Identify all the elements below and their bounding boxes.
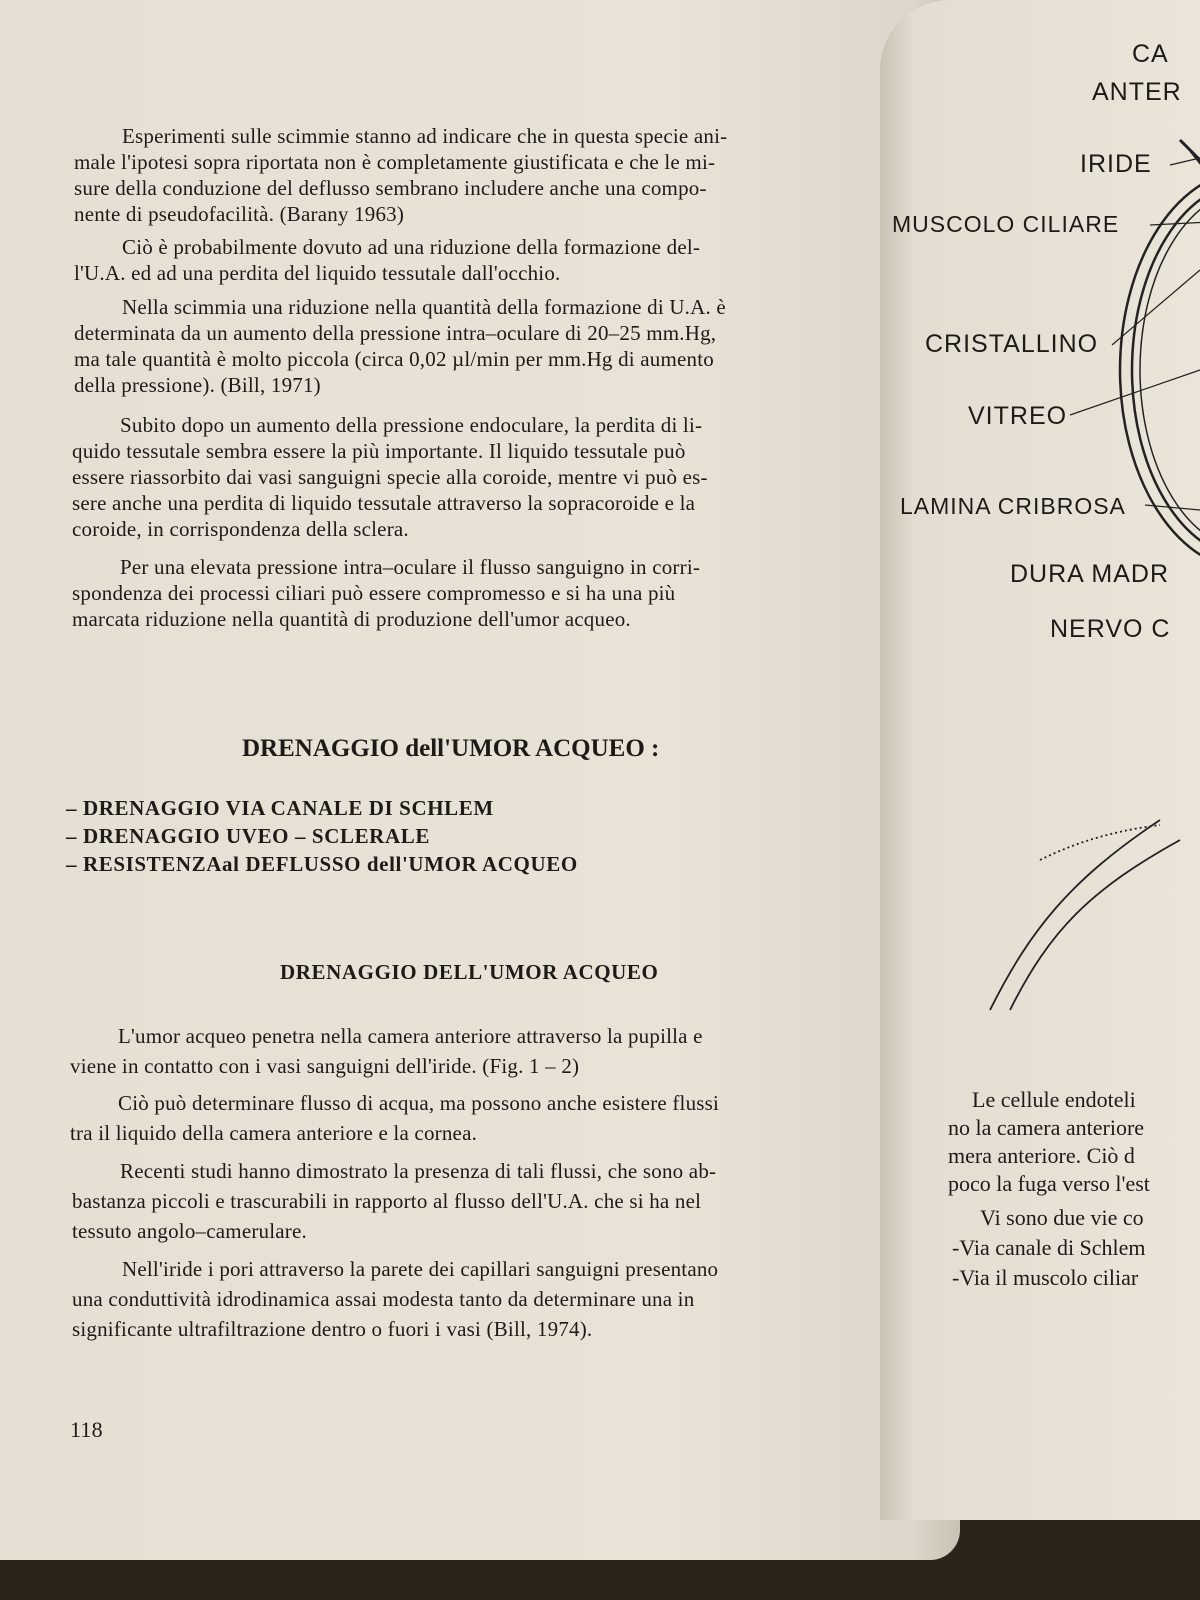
text-line: male l'ipotesi sopra riportata non è completamente giustificata e che le mi- [74,150,716,174]
label-nervo-ottico: NERVO C [1050,615,1171,643]
text-line: -Via il muscolo ciliar [952,1265,1139,1290]
section-title: DRENAGGIO dell'UMOR ACQUEO : [242,735,660,762]
label-dura-madre: DURA MADR [1010,560,1170,588]
text-line: tessuto angolo–camerulare. [72,1219,307,1243]
label-anteriore: ANTER [1092,78,1182,106]
text-line: Ciò può determinare flusso di acqua, ma possono anche esistere flussi [118,1091,720,1115]
right-page [880,0,1200,1520]
text-line: Nella scimmia una riduzione nella quantità della formazione di U.A. è [122,295,726,319]
text-line: coroide, in corrispondenza della sclera. [72,517,409,541]
text-line: Nell'iride i pori attraverso la parete dei capillari sanguigni presentano [122,1257,719,1281]
page-number: 118 [70,1417,103,1442]
text-line: poco la fuga verso l'est [948,1171,1150,1196]
text-line: essere riassorbito dai vasi sanguigni specie alla coroide, mentre vi può es- [72,465,708,489]
text-line: sere anche una perdita di liquido tessutale attraverso la sopracoroide e la [72,491,696,515]
list-item: – RESISTENZAal DEFLUSSO dell'UMOR ACQUEO [66,852,578,876]
text-line: una conduttività idrodinamica assai modesta tanto da determinare una in [72,1287,695,1311]
label-vitreo: VITREO [968,402,1068,430]
list-item: – DRENAGGIO VIA CANALE DI SCHLEM [66,796,494,820]
text-line: viene in contatto con i vasi sanguigni dell'iride. (Fig. 1 – 2) [70,1054,580,1078]
subsection-title: DRENAGGIO DELL'UMOR ACQUEO [280,960,659,984]
text-line: spondenza dei processi ciliari può essere compromesso e si ha una più [72,581,676,605]
text-line: significante ultrafiltrazione dentro o fuori i vasi (Bill, 1974). [72,1317,593,1341]
text-line: bastanza piccoli e trascurabili in rapporto al flusso dell'U.A. che si ha nel [72,1189,702,1213]
text-line: Subito dopo un aumento della pressione endoculare, la perdita di li- [120,413,703,437]
eye-diagram [880,0,1200,1100]
text-line: tra il liquido della camera anteriore e la cornea. [70,1121,478,1145]
list-item: – DRENAGGIO UVEO – SCLERALE [66,824,430,848]
text-line: Recenti studi hanno dimostrato la presenza di tali flussi, che sono ab- [120,1159,717,1183]
text-line: Le cellule endoteli [972,1087,1136,1112]
text-line: l'U.A. ed ad una perdita del liquido tessutale dall'occhio. [74,261,561,285]
label-lamina-cribrosa: LAMINA CRIBROSA [900,493,1126,519]
text-line: Esperimenti sulle scimmie stanno ad indicare che in questa specie ani- [122,124,728,148]
text-line: -Via canale di Schlem [952,1235,1146,1260]
text-line: della pressione). (Bill, 1971) [74,373,321,397]
text-line: ma tale quantità è molto piccola (circa 0,02 µl/min per mm.Hg di aumento [74,347,714,371]
text-line: quido tessutale sembra essere la più importante. Il liquido tessutale può [72,439,686,463]
label-iride: IRIDE [1080,150,1152,178]
text-line: nente di pseudofacilità. (Barany 1963) [74,202,405,226]
text-line: determinata da un aumento della pressione intra–oculare di 20–25 mm.Hg, [74,321,717,345]
text-line: no la camera anteriore [948,1115,1145,1140]
text-line: marcata riduzione nella quantità di produzione dell'umor acqueo. [72,607,631,631]
label-cristallino: CRISTALLINO [925,330,1099,358]
text-line: sure della conduzione del deflusso sembrano includere anche una compo- [74,176,707,200]
text-line: mera anteriore. Ciò d [948,1143,1135,1168]
label-muscolo-ciliare: MUSCOLO CILIARE [892,211,1120,237]
text-line: L'umor acqueo penetra nella camera anteriore attraverso la pupilla e [118,1024,703,1048]
text-line: Per una elevata pressione intra–oculare il flusso sanguigno in corri- [120,555,701,579]
text-line: Vi sono due vie co [980,1205,1144,1230]
label-camera: CA [1132,40,1169,68]
text-line: Ciò è probabilmente dovuto ad una riduzione della formazione del- [122,235,701,259]
